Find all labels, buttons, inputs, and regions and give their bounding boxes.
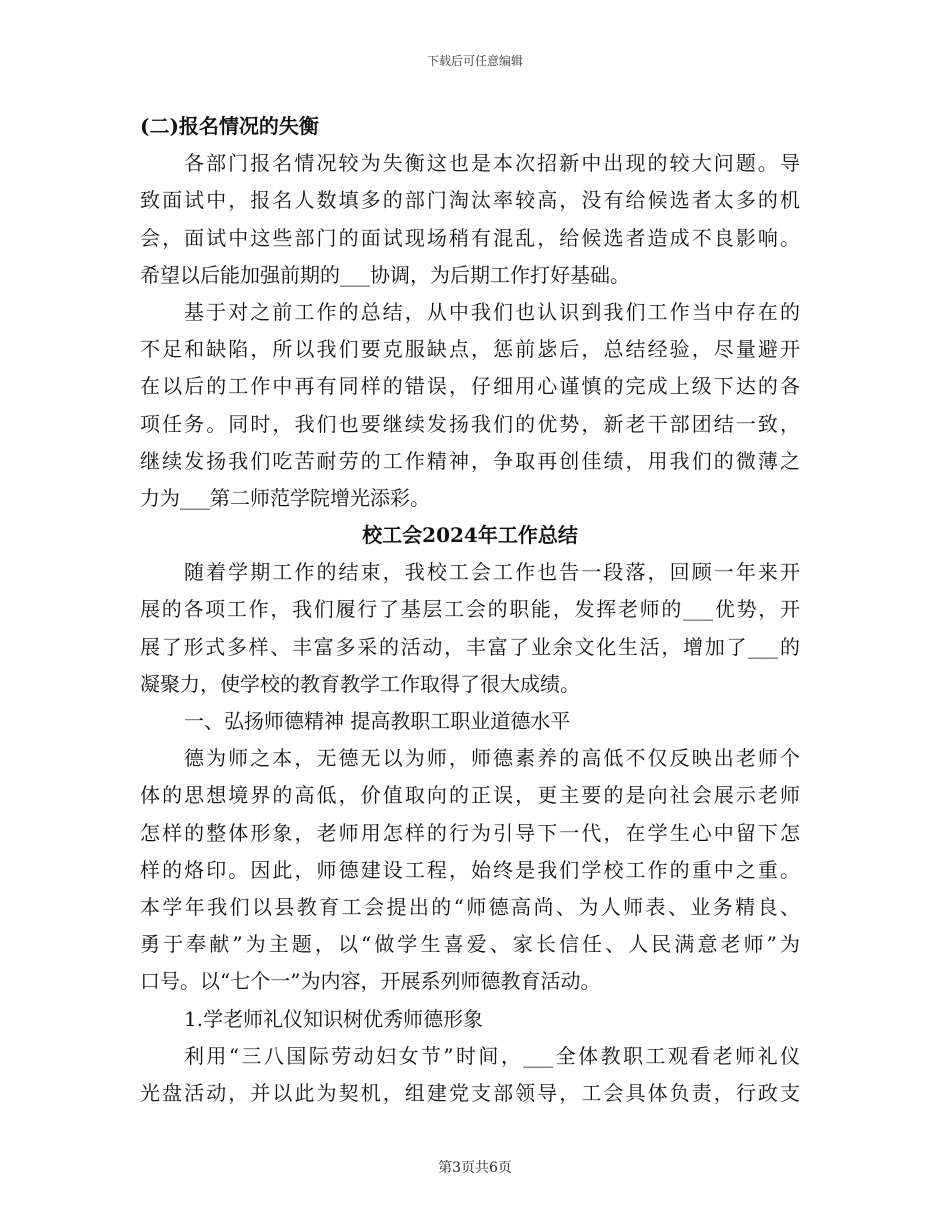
text-line: 不足和缺陷，所以我们要克服缺点，惩前毖后，总结经验，尽量避开 <box>140 337 800 362</box>
text-line: 继续发扬我们吃苦耐劳的工作精神，争取再创佳绩，用我们的微薄之 <box>140 448 800 473</box>
text-line: 基于对之前工作的总结，从中我们也认识到我们工作当中存在的 <box>184 299 800 324</box>
text-line: 怎样的整体形象，老师用怎样的行为引导下一代，在学生心中留下怎 <box>140 820 800 845</box>
sub-heading: (二)报名情况的失衡 <box>140 114 319 138</box>
text-line: 在以后的工作中再有同样的错误，仔细用心谨慎的完成上级下达的各 <box>140 374 800 399</box>
text-line: 项任务。同时，我们也要继续发扬我们的优势，新老干部团结一致， <box>140 411 800 436</box>
section-1-heading: 一、弘扬师德精神 提高教职工职业道德水平 <box>184 709 571 733</box>
text-line: 致面试中，报名人数填多的部门淘汰率较高，没有给候选者太多的机 <box>140 188 800 213</box>
text-line: 口号。以“七个一”为内容，开展系列师德教育活动。 <box>140 969 601 994</box>
paragraph-1 <box>140 145 800 294</box>
paragraph-2 <box>140 294 800 517</box>
text-line: 光盘活动，并以此为契机，组建党支部领导，工会具体负责，行政支 <box>140 1080 800 1105</box>
page-footer: 第3页共6页 <box>438 1160 512 1176</box>
text-line: 利用“三八国际劳动妇女节”时间，___全体教职工观看老师礼仪 <box>184 1043 800 1068</box>
document-title: 校工会2024年工作总结 <box>362 523 578 548</box>
text-line: 希望以后能加强前期的___协调，为后期工作打好基础。 <box>140 262 630 287</box>
text-line: 样的烙印。因此，师德建设工程，始终是我们学校工作的重中之重。 <box>140 857 800 882</box>
text-line: 力为___第二师范学院增光添彩。 <box>140 485 430 510</box>
text-line: 凝聚力，使学校的教育教学工作取得了很大成绩。 <box>140 671 580 696</box>
paragraph-5 <box>140 1038 800 1112</box>
page-header: 下载后可任意编辑 <box>426 54 523 68</box>
text-line: 体的思想境界的高低，价值取向的正误，更主要的是向社会展示老师 <box>140 783 800 808</box>
text-line: 各部门报名情况较为失衡这也是本次招新中出现的较大问题。导 <box>184 151 800 176</box>
item-1-heading: 1.学老师礼仪知识树优秀师德形象 <box>184 1006 484 1031</box>
text-line: 展了形式多样、丰富多采的活动，丰富了业余文化生活，增加了___的 <box>140 634 800 659</box>
text-line: 本学年我们以县教育工会提出的“师德高尚、为人师表、业务精良、 <box>140 894 800 919</box>
text-line: 勇于奉献”为主题，以“做学生喜爱、家长信任、人民满意老师”为 <box>140 932 800 957</box>
document-body <box>140 108 800 1112</box>
paragraph-3 <box>140 554 800 703</box>
text-line: 会，面试中这些部门的面试现场稍有混乱，给候选者造成不良影响。 <box>140 225 800 250</box>
text-line: 展的各项工作，我们履行了基层工会的职能，发挥老师的___优势，开 <box>140 597 800 622</box>
paragraph-4 <box>140 740 800 1000</box>
text-line: 德为师之本，无德无以为师，师德素养的高低不仅反映出老师个 <box>184 746 800 771</box>
text-line: 随着学期工作的结束，我校工会工作也告一段落，回顾一年来开 <box>184 560 800 585</box>
